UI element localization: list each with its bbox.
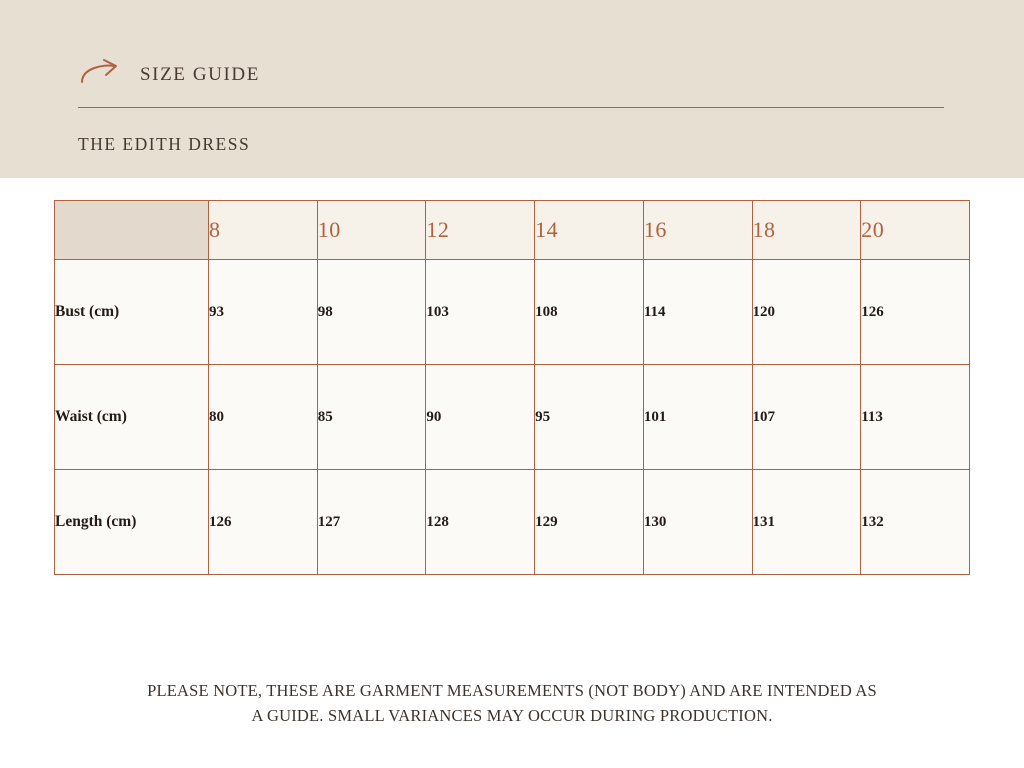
cell-waist-8: 80 [209,365,318,470]
row-label-bust: Bust (cm) [55,260,209,365]
table-row [55,365,970,470]
table-header-row [55,201,970,260]
cell-length-14: 129 [535,470,644,575]
header-divider [78,107,944,108]
size-table-container [54,200,970,575]
column-header-14: 14 [535,201,644,260]
column-header-12: 12 [426,201,535,260]
cell-waist-14: 95 [535,365,644,470]
cell-waist-12: 90 [426,365,535,470]
footnote-line-1: PLEASE NOTE, THESE ARE GARMENT MEASUREMENTS (NOT BODY) AND ARE INTENDED AS [147,681,877,700]
cell-length-16: 130 [643,470,752,575]
cell-bust-10: 98 [317,260,426,365]
table-row [55,470,970,575]
cell-waist-18: 107 [752,365,861,470]
cell-waist-16: 101 [643,365,752,470]
footnote-line-2: A GUIDE. SMALL VARIANCES MAY OCCUR DURING PRODUCTION. [251,706,773,725]
table-row [55,260,970,365]
row-label-waist: Waist (cm) [55,365,209,470]
column-header-20: 20 [861,201,970,260]
table-body [55,260,970,575]
column-header-8: 8 [209,201,318,260]
table-corner-cell [55,201,209,260]
header-title-row [78,52,944,98]
header-band [0,0,1024,178]
cell-length-20: 132 [861,470,970,575]
cell-waist-10: 85 [317,365,426,470]
cell-length-10: 127 [317,470,426,575]
cell-bust-8: 93 [209,260,318,365]
cell-bust-20: 126 [861,260,970,365]
cell-bust-14: 108 [535,260,644,365]
cell-length-18: 131 [752,470,861,575]
page-title: SIZE GUIDE [140,64,260,85]
cell-bust-18: 120 [752,260,861,365]
row-label-length: Length (cm) [55,470,209,575]
header-content [78,52,944,155]
table-header [55,201,970,260]
cell-waist-20: 113 [861,365,970,470]
arrow-right-curve-icon [78,58,124,92]
cell-bust-16: 114 [643,260,752,365]
column-header-18: 18 [752,201,861,260]
product-name: THE EDITH DRESS [78,134,251,154]
footnote [0,678,1024,728]
cell-length-8: 126 [209,470,318,575]
column-header-16: 16 [643,201,752,260]
size-table [54,200,970,575]
cell-length-12: 128 [426,470,535,575]
column-header-10: 10 [317,201,426,260]
cell-bust-12: 103 [426,260,535,365]
